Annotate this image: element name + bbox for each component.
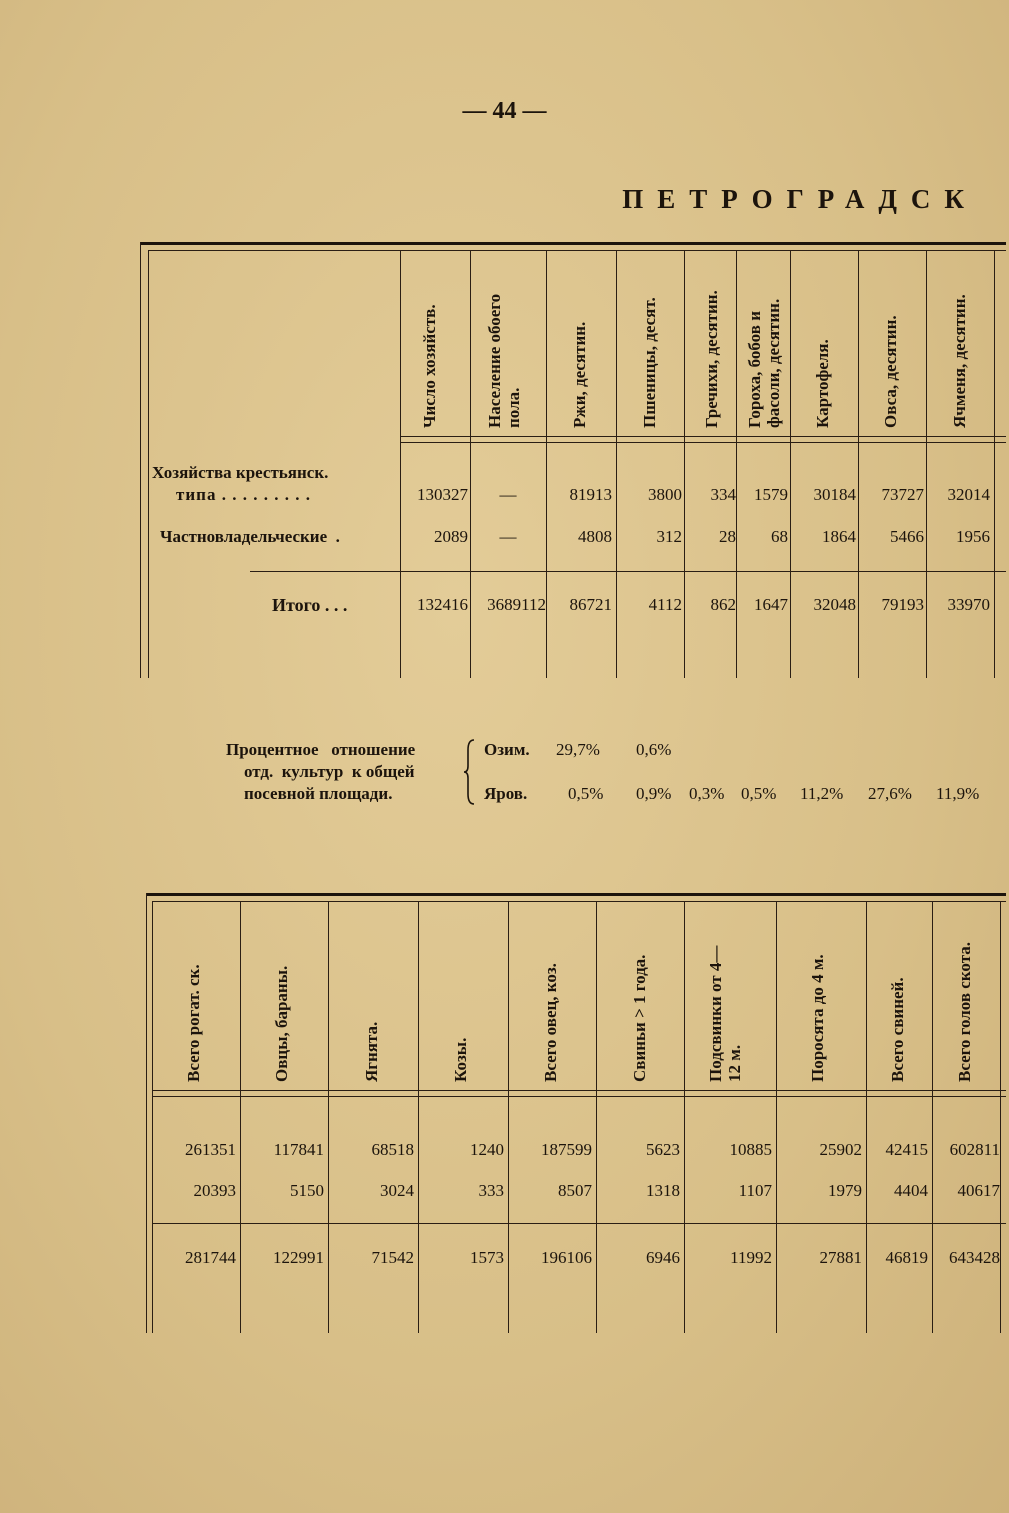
t2-header-sheep: Овцы, бараны. <box>272 965 291 1082</box>
t2-row-1-cell: 10885 <box>729 1140 772 1159</box>
page-number: — 44 — <box>462 98 547 124</box>
t2-total-cell: 6946 <box>646 1248 680 1267</box>
t2-total-cell: 643428 <box>949 1248 1000 1267</box>
spring-peas: 0,5% <box>741 784 777 803</box>
t2-row-1-cell: 42415 <box>885 1140 928 1159</box>
t2-header-pigs-total: Всего свиней. <box>888 977 907 1082</box>
t2-total-cell: 27881 <box>819 1248 862 1267</box>
t2-row-2-cell: 1107 <box>738 1181 772 1200</box>
page-title: ПЕТРОГРАДСК <box>622 184 978 214</box>
spring-label: Яров. <box>484 784 528 803</box>
winter-wheat: 0,6% <box>636 740 672 759</box>
table-column-divider <box>858 250 859 678</box>
t2-header-shoats: Подсвинки от 4— 12 м. <box>706 945 744 1082</box>
t2-header-pigs-over-1y: Свиньи > 1 года. <box>630 954 649 1082</box>
percent-label-line-2: отд. культур к общей <box>244 762 415 781</box>
table-column-divider <box>616 250 617 678</box>
t2-row-2-cell: 3024 <box>380 1181 414 1200</box>
t1-header-potatoes: Картофеля. <box>813 339 832 428</box>
t2-row-1-cell: 1240 <box>470 1140 504 1159</box>
table-column-divider <box>790 250 791 678</box>
table-column-divider <box>684 250 685 678</box>
t1-row-peasant-label-cont: типа . . . . . . . . . <box>176 485 311 504</box>
t2-total-cell: 11992 <box>730 1248 772 1267</box>
table-column-divider <box>932 901 933 1333</box>
t2-total-cell: 71542 <box>371 1248 414 1267</box>
table-column-divider <box>1000 901 1001 1333</box>
winter-label: Озим. <box>484 740 530 759</box>
table-column-divider <box>596 901 597 1333</box>
t1-header-rye: Ржи, десятин. <box>570 321 589 428</box>
percent-label-line-1: Процентное отношение <box>226 740 416 759</box>
table-column-divider <box>776 901 777 1333</box>
t1-header-households: Число хозяйств. <box>420 304 439 428</box>
spring-wheat: 0,9% <box>636 784 672 803</box>
t2-row-2-cell: 8507 <box>558 1181 592 1200</box>
table-column-divider <box>508 901 509 1333</box>
t2-row-2-cell: 5150 <box>290 1181 324 1200</box>
t1-header-peas: Гороха, бобов и фасоли, десятин. <box>745 298 783 428</box>
table-column-divider <box>418 901 419 1333</box>
table-column-divider <box>328 901 329 1333</box>
t2-row-1-cell: 5623 <box>646 1140 680 1159</box>
spring-barley: 11,9% <box>936 784 980 803</box>
t2-total-cell: 196106 <box>541 1248 592 1267</box>
t1-header-buckwheat: Гречихи, десятин. <box>702 290 721 428</box>
table-column-divider <box>240 901 241 1333</box>
t2-total-cell: 281744 <box>185 1248 236 1267</box>
t1-row-private-label: Частновладельческие . <box>160 527 340 546</box>
spring-oats: 27,6% <box>868 784 912 803</box>
brace-icon <box>462 738 478 806</box>
t2-header-goats: Козы. <box>451 1037 470 1082</box>
t2-row-1-cell: 261351 <box>185 1140 236 1159</box>
t2-row-1-cell: 117841 <box>273 1140 324 1159</box>
t2-total-cell: 122991 <box>273 1248 324 1267</box>
winter-rye: 29,7% <box>556 740 600 759</box>
t2-row-2-cell: 1318 <box>646 1181 680 1200</box>
t1-header-population: Население обоего пола. <box>485 293 523 428</box>
t2-row-1-cell: 187599 <box>541 1140 592 1159</box>
t2-row-2-cell: 333 <box>478 1181 504 1200</box>
t1-row-peasant-label: Хозяйства крестьянск. <box>152 463 329 482</box>
spring-rye: 0,5% <box>568 784 604 803</box>
table-column-divider <box>684 901 685 1333</box>
t2-header-piglets: Поросята до 4 м. <box>808 954 827 1082</box>
t2-row-2-cell: 40617 <box>957 1181 1000 1200</box>
t1-header-oats: Овса, десятин. <box>881 315 900 428</box>
t2-row-2-cell: 4404 <box>894 1181 928 1200</box>
t2-row-2-cell: 1979 <box>828 1181 862 1200</box>
t2-header-sheep-goats-total: Всего овец, коз. <box>541 963 560 1082</box>
t2-header-cattle: Всего рогат. ск. <box>184 964 203 1082</box>
spring-potatoes: 11,2% <box>800 784 844 803</box>
table-column-divider <box>400 250 401 678</box>
t2-row-2-cell: 20393 <box>193 1181 236 1200</box>
table-column-divider <box>926 250 927 678</box>
t2-header-lambs: Ягнята. <box>362 1021 381 1082</box>
table-column-divider <box>994 250 995 678</box>
table-column-divider <box>866 901 867 1333</box>
t2-header-livestock-total: Всего голов скота. <box>955 941 974 1082</box>
t1-header-wheat: Пшеницы, десят. <box>640 297 659 428</box>
t2-row-1-cell: 25902 <box>819 1140 862 1159</box>
table-column-divider <box>736 250 737 678</box>
percent-label-line-3: посевной площади. <box>244 784 393 803</box>
t2-total-cell: 46819 <box>885 1248 928 1267</box>
t1-header-barley: Ячменя, десятин. <box>950 294 969 428</box>
table-column-divider <box>546 250 547 678</box>
t1-total-label: Итого . . . <box>272 595 348 615</box>
t2-row-1-cell: 68518 <box>371 1140 414 1159</box>
t2-total-cell: 1573 <box>470 1248 504 1267</box>
table-column-divider <box>470 250 471 678</box>
t2-row-1-cell: 602811 <box>949 1140 1000 1159</box>
spring-buckwheat: 0,3% <box>689 784 725 803</box>
